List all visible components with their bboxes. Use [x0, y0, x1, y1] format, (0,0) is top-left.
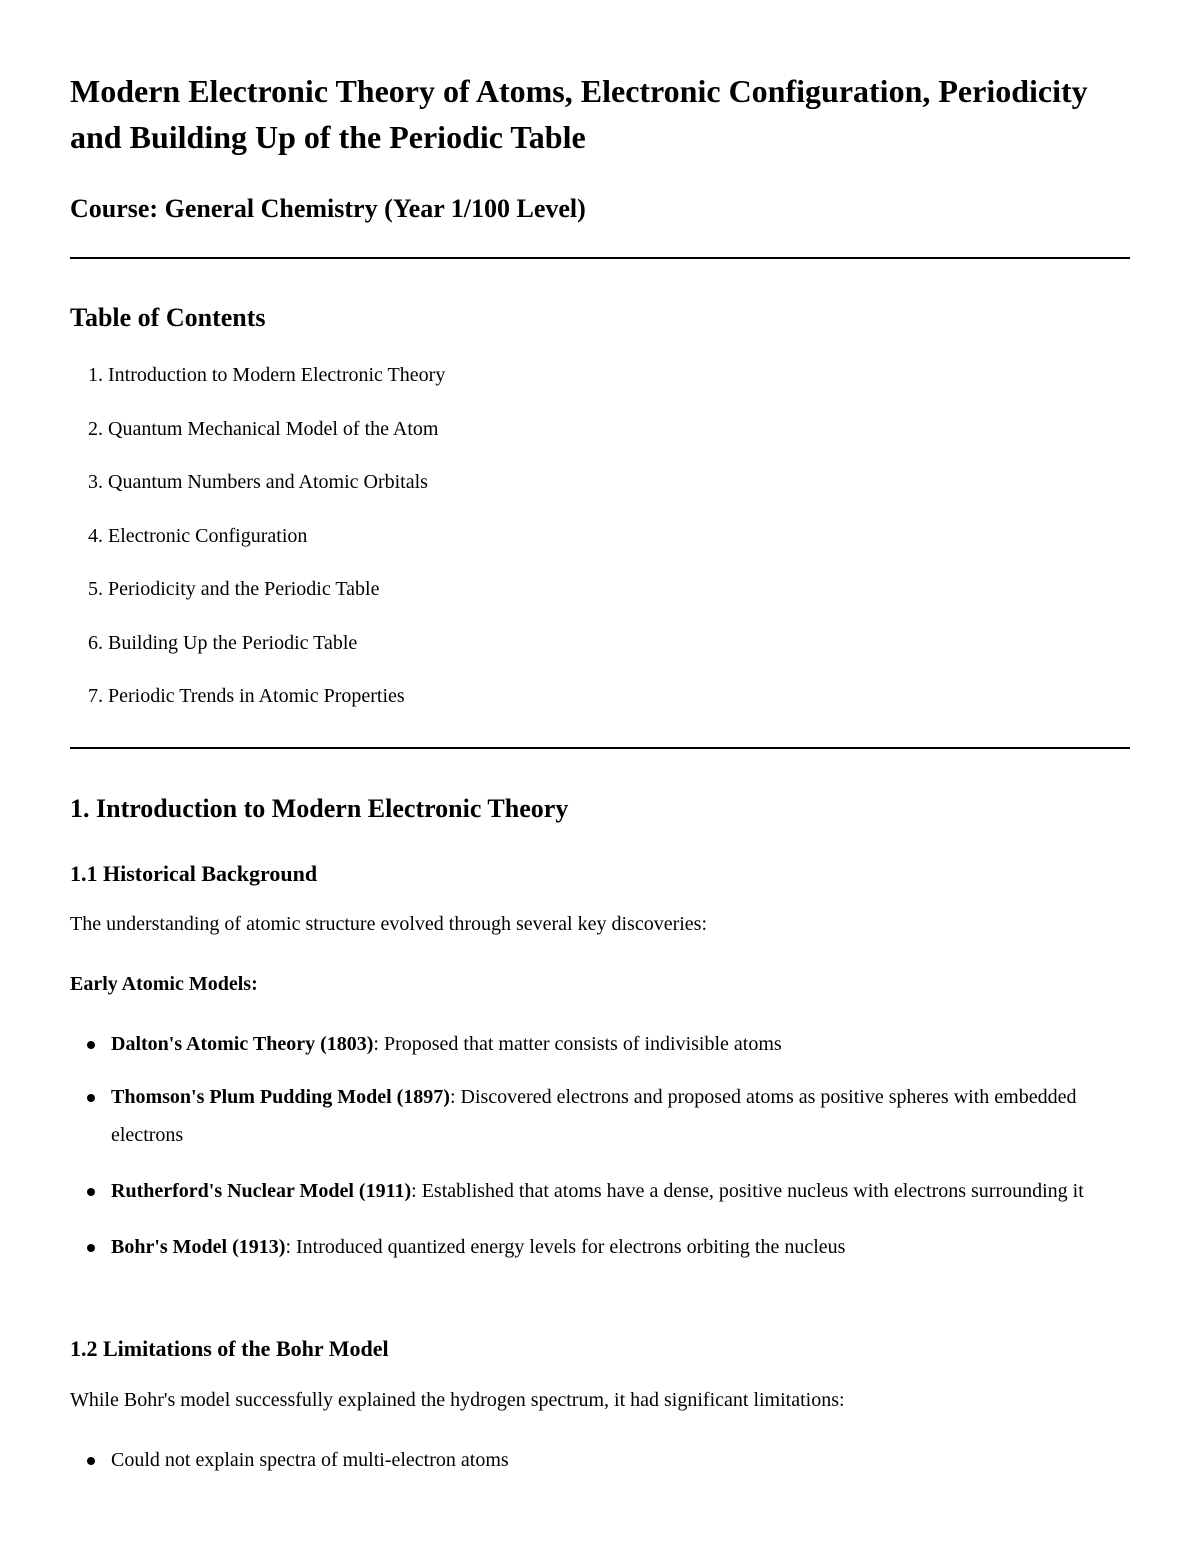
bullet-icon [87, 1244, 95, 1252]
list-item-term: Thomson's Plum Pudding Model (1897) [111, 1086, 450, 1108]
list-item [70, 1228, 1130, 1266]
bullet-icon [87, 1188, 95, 1196]
bullet-icon [87, 1094, 95, 1102]
table-of-contents [70, 358, 445, 733]
course-subtitle: Course: General Chemistry (Year 1/100 Level) [70, 194, 586, 223]
toc-item[interactable]: 2. Quantum Mechanical Model of the Atom [88, 417, 439, 440]
section-heading: 1. Introduction to Modern Electronic Theory [70, 794, 569, 823]
bullet-icon [87, 1041, 95, 1049]
list-item [70, 1078, 1130, 1154]
toc-item[interactable]: 5. Periodicity and the Periodic Table [88, 578, 380, 600]
list-label: Early Atomic Models: [70, 973, 258, 995]
toc-heading: Table of Contents [70, 303, 266, 332]
bullet-list [70, 1441, 1130, 1479]
list-item [70, 1025, 1130, 1063]
toc-item[interactable]: 4. Electronic Configuration [88, 524, 308, 547]
list-item [70, 1441, 1130, 1479]
bullet-list [70, 1025, 1130, 1266]
list-item-text: Could not explain spectra of multi-electron atoms [111, 1449, 509, 1471]
toc-item[interactable]: 6. Building Up the Periodic Table [88, 631, 358, 654]
paragraph: The understanding of atomic structure evolved through several key discoveries: [70, 913, 708, 935]
list-item-text: : Established that atoms have a dense, positive nucleus with electrons surrounding it [411, 1180, 1084, 1202]
list-item-text: : Discovered electrons and proposed atoms as positive spheres with embedded electrons [111, 1086, 1077, 1146]
document-title: Modern Electronic Theory of Atoms, Electronic Configuration, Periodicity and Building Up of the Periodic Table [70, 73, 1088, 155]
bullet-icon [87, 1457, 95, 1465]
list-item-text: : Introduced quantized energy levels for electrons orbiting the nucleus [285, 1236, 846, 1258]
divider [70, 747, 1130, 749]
list-item-term: Bohr's Model (1913) [111, 1236, 286, 1258]
paragraph: While Bohr's model successfully explained the hydrogen spectrum, it had significant limitations: [70, 1389, 845, 1411]
subsection-heading: 1.2 Limitations of the Bohr Model [70, 1336, 389, 1361]
list-item [70, 1172, 1130, 1210]
toc-item[interactable]: 7. Periodic Trends in Atomic Properties [88, 685, 405, 707]
list-item-term: Dalton's Atomic Theory (1803) [111, 1033, 374, 1055]
list-item-text: : Proposed that matter consists of indivisible atoms [373, 1033, 782, 1055]
toc-item[interactable]: 3. Quantum Numbers and Atomic Orbitals [88, 471, 428, 493]
divider [70, 257, 1130, 259]
toc-item[interactable]: 1. Introduction to Modern Electronic Theory [88, 364, 446, 386]
subsection-heading: 1.1 Historical Background [70, 861, 318, 886]
list-item-term: Rutherford's Nuclear Model (1911) [111, 1180, 412, 1202]
